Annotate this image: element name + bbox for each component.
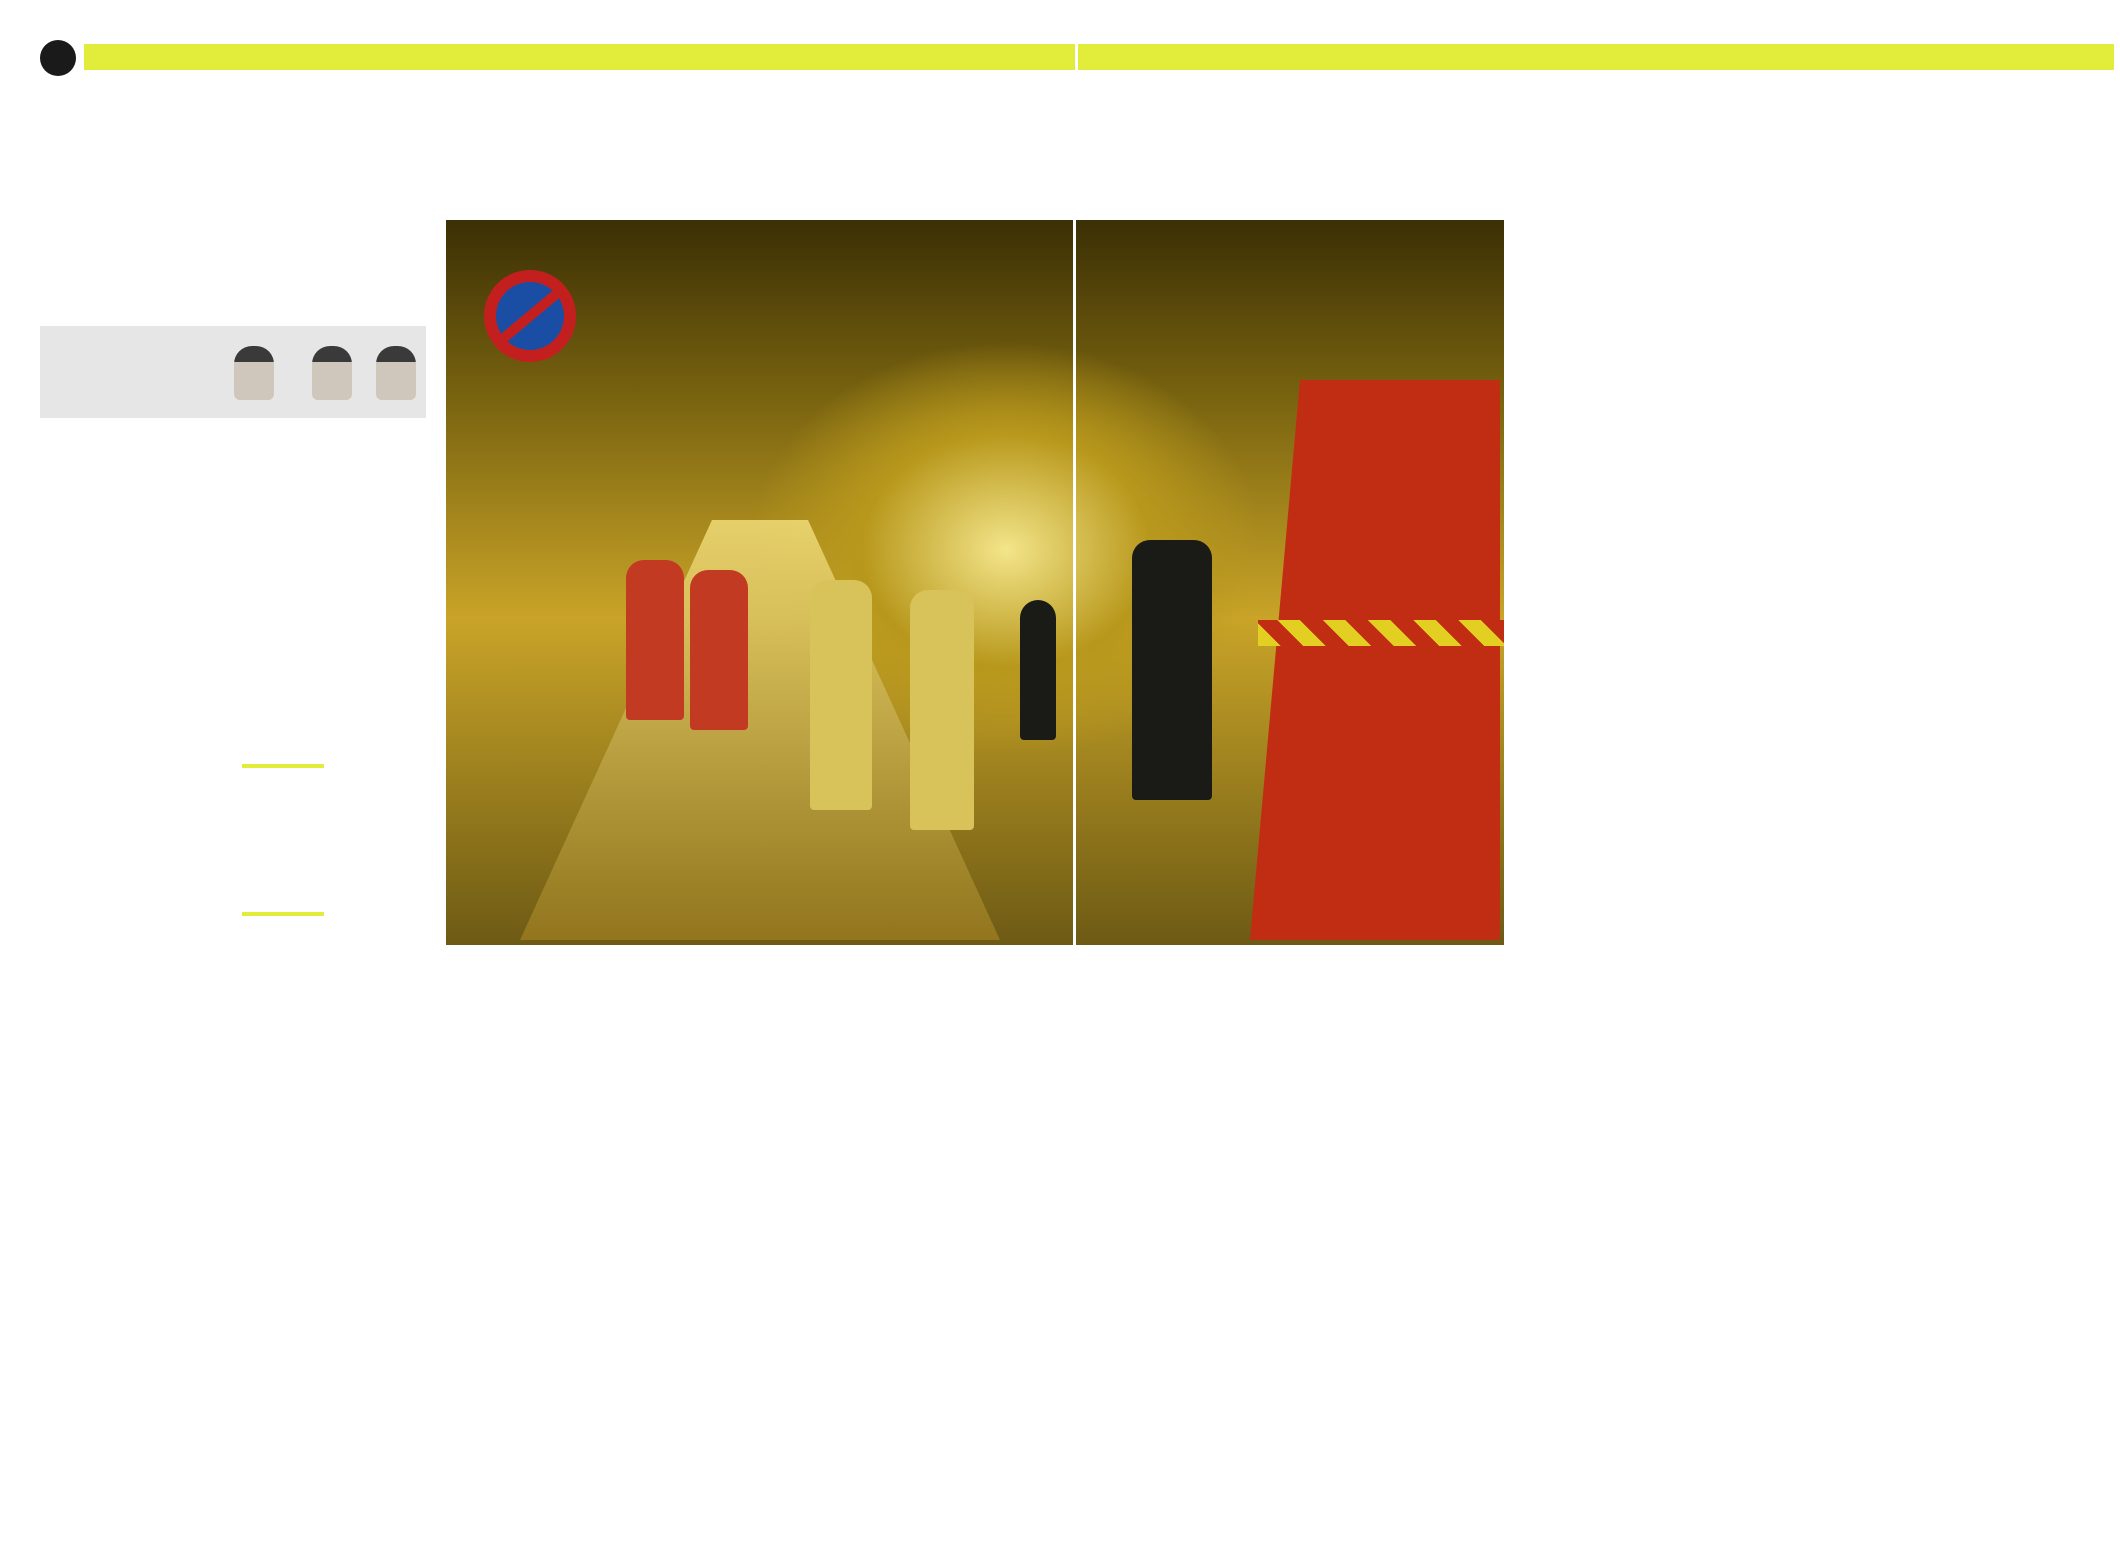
photo-paramedic xyxy=(690,570,748,730)
body-column-2-top xyxy=(242,452,430,752)
page-gutter xyxy=(1075,44,1078,70)
photo-paramedic xyxy=(626,560,684,720)
photo-truck-stripe xyxy=(1258,620,1504,646)
stat-rule xyxy=(242,764,324,768)
byline-box xyxy=(40,326,426,418)
photo-pedestrian xyxy=(1020,600,1056,740)
photo-foil-blanket-person xyxy=(810,580,872,810)
section-band xyxy=(84,44,2114,70)
photo-police-officer xyxy=(1132,540,1212,800)
body-column-2-bottom xyxy=(242,1070,430,1532)
stat-rule xyxy=(242,912,324,916)
photo-page-gutter xyxy=(1073,220,1076,945)
author-portrait xyxy=(234,346,274,400)
body-column-1 xyxy=(40,452,226,1532)
author-portrait xyxy=(376,346,416,400)
author-portrait xyxy=(312,346,352,400)
paper-logo xyxy=(40,40,76,76)
photo-foil-blanket-person xyxy=(910,590,974,830)
